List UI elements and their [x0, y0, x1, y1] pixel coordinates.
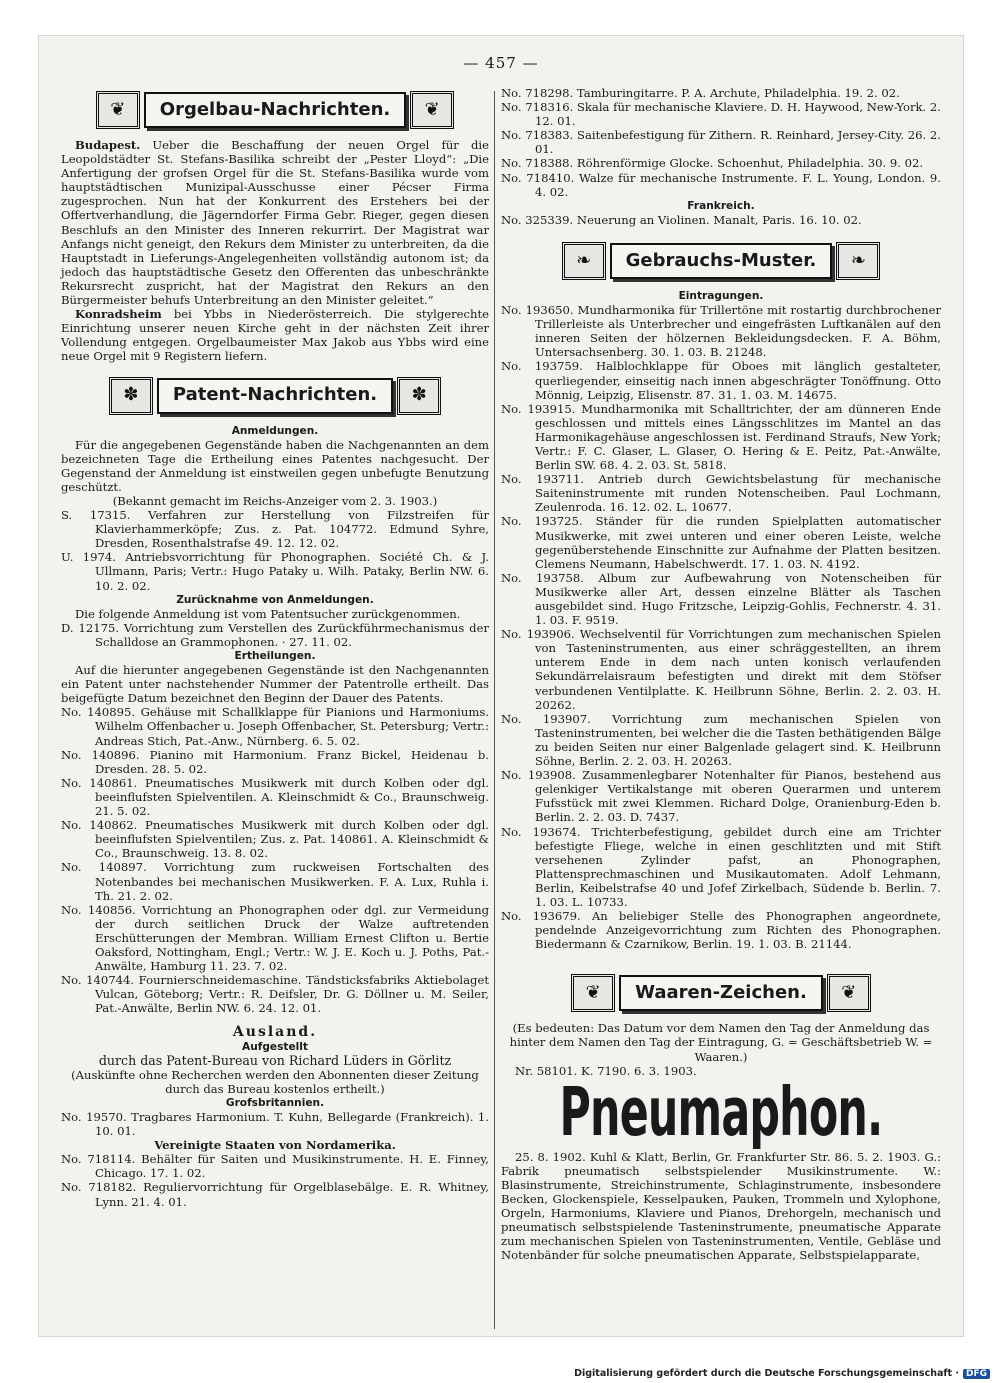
waaren-number: Nr. 58101. K. 7190. 6. 3. 1903. — [515, 1063, 697, 1078]
frankreich-heading: Frankreich. — [687, 199, 755, 212]
ausland-heading: Ausland. — [232, 1024, 318, 1041]
waaren-description: 25. 8. 1902. Kuhl & Klatt, Berlin, Gr. Frankfurter Str. 86. 5. 2. 1903. G.: Fabrik pneumatisch selbstspielender Musikinstrumente. W.: Blasinstrumente, Streichinstrumente, Schlaginstrumente, insbesondere Becken, Glockenspiele, Kesselpauken, Pauken, Trommeln und Xylophone, Orgeln, Harmoniums, Klaviere und Pianos, Drehorgeln, mechanisch und pneumatisch selbstspielende Tasteninstrumente, pneumatische Apparate zum mechanischen Spielen von Tasteninstrumenten, Ventile, Gebläse und Notenbänder für solche pneumatischen Apparate, Selbstspielapparate, — [501, 1149, 941, 1263]
usa-heading: Vereinigte Staaten von Nordamerika. — [154, 1138, 396, 1153]
ornament-icon: ❦ — [410, 91, 454, 129]
erteilung-entry: No. 140895. Gehäuse mit Schallklappe für Pianions und Harmoniums. Wilhelm Offenbacher u. Joseph Offenbacher, St. Petersburg; Vertr.: Andreas Stich, Pat.-Anw., Nürnberg. 6. 5. 02. — [61, 705, 489, 748]
right-column — [501, 86, 941, 1262]
ornament-icon: ❦ — [96, 91, 140, 129]
eintragung-entry: No. 193679. An beliebiger Stelle des Phonographen angeordnete, pendelnde Anzeigevorrichtung zum Richten des Phonographen. Biedermann & Czarnikow, Berlin. 19. 1. 03. B. 21144. — [501, 909, 941, 952]
konradsheim-paragraph — [61, 307, 489, 363]
dfg-logo: DFG — [963, 1369, 990, 1379]
eintragung-entry: No. 193907. Vorrichtung zum mechanischen Spielen von Tasteninstrumenten, bei welcher die die Tasten bethätigenden Bälge zu beiden Seiten nur einer Balgenlade gelagert sind. K. Heilbrunn Söhne, Berlin. 2. 2. 03. H. 20263. — [501, 711, 941, 769]
gebrauchs-title: Gebrauchs-Muster. — [610, 243, 833, 279]
ornament-icon: ✽ — [397, 377, 441, 415]
budapest-lead: Budapest. — [75, 138, 141, 152]
anmeldung-entry: U. 1974. Antriebsvorrichtung für Phonographen. Société Ch. & J. Ullmann, Paris; Vertr.: Hugo Pataky u. Wilh. Pataky, Berlin NW. 6. 10. 2. 02. — [61, 550, 489, 593]
erteilung-entry: No. 140896. Pianino mit Harmonium. Franz Bickel, Heidenau b. Dresden. 28. 5. 02. — [61, 747, 489, 776]
footer — [0, 1368, 990, 1379]
erteilung-entry: No. 140897. Vorrichtung zum ruckweisen Fortschalten des Notenbandes bei mechanischen Musikwerken. F. A. Lux, Ruhla i. Th. 21. 2. 02. — [61, 860, 489, 903]
eintragung-entry: No. 193915. Mundharmonika mit Schalltrichter, der am dünneren Ende geschlossen und mittels eines Längsschlitzes im Mantel an das Harmonikagehäuse angeschlossen ist. Ferdinand Straufs, New York; Vertr.: F. C. Glaser, L. Glaser, O. Hering & E. Peitz, Pat.-Anwälte, Berlin SW. 68. 4. 2. 03. St. 5818. — [501, 401, 941, 473]
frankreich-entry: No. 325339. Neuerung an Violinen. Manalt, Paris. 16. 10. 02. — [501, 212, 862, 227]
eintragungen-heading: Eintragungen. — [678, 289, 764, 302]
eintragung-entry: No. 193711. Antrieb durch Gewichtsbelastung für mechanische Saiteninstrumente mit runden Notenscheiben. Paul Lochmann, Zeulenroda. 16. 12. 02. L. 10677. — [501, 472, 941, 515]
anmeldungen-heading: Anmeldungen. — [231, 424, 319, 437]
erteilungen-intro: Auf die hierunter angegebenen Gegenstände ist den Nachgenannten ein Patent unter nachstehender Nummer der Patentrolle ertheilt. Das beigefügte Datum bezeichnet den Beginn der Dauer des Patents. — [61, 663, 489, 706]
usa-entry: No. 718383. Saitenbefestigung für Zithern. R. Reinhard, Jersey-City. 26. 2. 01. — [501, 128, 941, 157]
usa-entry: No. 718410. Walze für mechanische Instrumente. F. L. Young, London. 9. 4. 02. — [501, 170, 941, 199]
gb-entry: No. 19570. Tragbares Harmonium. T. Kuhn, Bellegarde (Frankreich). 1. 10. 01. — [61, 1110, 489, 1139]
zuruecknahme-entry: D. 12175. Vorrichtung zum Verstellen des Zurückführmechanismus der Schalldose an Grammophonen. · 27. 11. 02. — [61, 620, 489, 649]
budapest-text: Ueber die Beschaffung der neuen Orgel für die Leopoldstädter St. Stefans-Basilika schreibt der „Pester Lloyd“: „Die Anfertigung der grofsen Orgel für die St. Stefans-Basilika wurde vom hauptstädtischen Munizipal-Ausschusse einer Pécser Firma zugesprochen. Nun hat der Konkurrent des Erstehers bei der Offertverhandlung, die Jägerndorfer Firma Gebr. Rieger, gegen diesen Beschlufs an den Minister des Inneren rekurrirt. Der Magistrat war Anfangs nicht geneigt, den Rekurs dem Minister zu unterbreiten, da die Hauptstadt in Lieferungs-Angelegenheiten vollständig autonom ist; da jedoch das hauptstädtische Gesetz den Offerenten das unbeschränkte Rekursrecht zuspricht, hat der Magistrat den Rekurs an den Bürgermeister behufs Unterbreitung an den Minister geleitet.“ — [61, 138, 489, 308]
orgelbau-title: Orgelbau-Nachrichten. — [144, 92, 406, 128]
erteilung-entry: No. 140861. Pneumatisches Musikwerk mit durch Kolben oder dgl. beeinflufsten Spielventilen. A. Kleinschmidt & Co., Braunschweig. 21. 5. 02. — [61, 775, 489, 819]
erteilung-entry: No. 140744. Fournierschneidemaschine. Tändsticksfabriks Aktiebolaget Vulcan, Göteborg; Vertr.: R. Deifsler, Dr. G. Döllner u. M. Seiler, Pat.-Anwälte, Berlin NW. 6. 24. 12. 01. — [61, 973, 489, 1016]
eintragung-entry: No. 193758. Album zur Aufbewahrung von Notenscheiben für Musikwerke aller Art, dessen einzelne Blätter als Taschen ausgebildet sind. Hugo Fritzsche, Leipzig-Gohlis, Fechnerstr. 4. 31. 1. 03. F. 9519. — [501, 570, 941, 628]
erteilung-entry: No. 140856. Vorrichtung an Phonographen oder dgl. zur Vermeidung der durch seitlichen Druck der Walze auftretenden Erschütterungen der Membran. William Ernest Clifton u. Bertie Oaksford, Nottingham, Engl.; Vertr.: W. J. E. Koch u. J. Poths, Pat.-Anwälte, Hamburg 11. 23. 7. 02. — [61, 902, 489, 974]
zuruecknahme-intro: Die folgende Anmeldung ist vom Patentsucher zurückgenommen. — [75, 606, 461, 621]
ornament-icon: ❧ — [562, 242, 606, 280]
konradsheim-lead: Konradsheim — [75, 307, 162, 322]
ornament-icon: ✽ — [109, 377, 153, 415]
pneumaphon-trademark: Pneumaphon. — [559, 1072, 883, 1151]
waaren-title: Waaren-Zeichen. — [619, 975, 823, 1011]
bekannt-line: (Bekannt gemacht im Reichs-Anzeiger vom 2. 3. 1903.) — [112, 493, 438, 508]
waaren-intro: (Es bedeuten: Das Datum vor dem Namen den Tag der Anmeldung das hinter dem Namen den Tag der Eintragung, G. = Geschäftsbetrieb W. = Waaren.) — [509, 1021, 933, 1064]
anmeldungen-intro: Für die angegebenen Gegenstände haben die Nachgenannten an dem bezeichneten Tage die Ertheilung eines Patentes nachgesucht. Der Gegenstand der Anmeldung ist einstweilen gegen unbefugte Benutzung geschützt. — [61, 437, 489, 494]
eintragung-entry: No. 193674. Trichterbefestigung, gebildet durch eine am Trichter befestigte Fliege, welche in einen geschlitzten und mit Stift versehenen Zylinder pafst, an Phonographen, Plattensprechmaschinen und Musikautomaten. Adolf Lehmann, Berlin, Keibelstrafse 40 und Jofef Zirkelbach, Südende b. Berlin. 7. 1. 03. L. 10733. — [501, 824, 941, 909]
page-scan — [38, 35, 964, 1337]
waaren-banner — [501, 973, 941, 1013]
eintragung-entry: No. 193725. Ständer für die runden Spielplatten automatischer Musikwerke, mit zwei unteren und einer oberen Leiste, welche gegenüberstehende Einschnitte zur Aufnahme der Platten besitzen. Clemens Neumann, Habelschwerdt. 17. 1. 03. N. 4192. — [501, 514, 941, 571]
usa-entry: No. 718114. Behälter für Saiten und Musikinstrumente. H. E. Finney, Chicago. 17. 1. 02. — [61, 1152, 489, 1181]
zuruecknahme-heading: Zurücknahme von Anmeldungen. — [176, 593, 374, 606]
konradsheim-text: bei Ybbs in Niederösterreich. Die stylgerechte Einrichtung unserer neuen Kirche geht in der nächsten Zeit ihrer Vollendung entgegen. Orgelbaumeister Max Jakob aus Ybbs wird eine neue Orgel mit 9 Registern liefern. — [61, 307, 490, 364]
anmeldung-entry: S. 17315. Verfahren zur Herstellung von Filzstreifen für Klavierhammerköpfe; Zus. z. Pat. 104772. Edmund Syhre, Dresden, Rosenthalstrafse 49. 12. 12. 02. — [61, 508, 489, 551]
aufgestellt-line: Aufgestellt — [242, 1040, 308, 1053]
ornament-icon: ❦ — [827, 974, 871, 1012]
eintragung-entry: No. 193906. Wechselventil für Vorrichtungen zum mechanischen Spielen von Tasteninstrumenten, aus einer schräggestellten, an ihrem unterem Ende in dem nach unten konisch verlaufenden Sekundärrelaisraum befestigten und direkt mit dem Stöfser verbundenen Ventilplatte. K. Heilbrunn Söhne, Berlin. 2. 2. 03. H. 20262. — [501, 627, 941, 712]
eintragung-entry: No. 193908. Zusammenlegbarer Notenhalter für Pianos, bestehend aus gelenkiger Vertikalstange mit oberen Querarmen und unterem Fufsstück mit zwei Klemmen. Richard Dolge, Oranienburg-Eden b. Berlin. 2. 2. 03. D. 7437. — [501, 768, 941, 825]
erteilung-entry: No. 140862. Pneumatisches Musikwerk mit durch Kolben oder dgl. beeinflufsten Spielventilen; Zus. z. Pat. 140861. A. Kleinschmidt & Co., Braunschweig. 13. 8. 02. — [61, 818, 489, 861]
eintragung-entry: No. 193650. Mundharmonika für Trillertöne mit rostartig durchbrochener Trillerleiste als Unterbrecher und eingefrästen Luftkanälen auf den inneren Seiten der hölzernen Bekleidungsdecken. F. A. Böhm, Untersachsenberg. 30. 1. 03. B. 21248. — [501, 303, 941, 360]
bureau-line: durch das Patent-Bureau von Richard Lüders in Görlitz — [98, 1052, 452, 1068]
page-number: — 457 — — [463, 54, 539, 72]
usa-entry: No. 718182. Reguliervorrichtung für Orgelblasebälge. E. R. Whitney, Lynn. 21. 4. 01. — [61, 1180, 489, 1209]
eintragung-entry: No. 193759. Halblochklappe für Oboes mit länglich gestalteter, querliegender, einseitig nach innen abgeschrägter Tonöffnung. Otto Mönnig, Leipzig, Elisenstr. 87. 31. 1. 03. M. 14675. — [501, 359, 941, 402]
footer-text: Digitalisierung gefördert durch die Deutsche Forschungsgemeinschaft · — [574, 1368, 959, 1379]
patent-title: Patent-Nachrichten. — [157, 378, 393, 414]
patent-banner — [61, 376, 489, 416]
erteilungen-heading: Ertheilungen. — [234, 650, 316, 662]
usa-entry: No. 718316. Skala für mechanische Klaviere. D. H. Haywood, New-York. 2. 12. 01. — [501, 100, 941, 129]
ornament-icon: ❧ — [836, 242, 880, 280]
ornament-icon: ❦ — [571, 974, 615, 1012]
usa-entry: No. 718298. Tamburingitarre. P. A. Archute, Philadelphia. 19. 2. 02. — [501, 86, 900, 100]
gebrauchs-banner — [501, 241, 941, 281]
budapest-paragraph — [61, 138, 489, 307]
column-divider — [494, 91, 495, 1329]
usa-entry: No. 718388. Röhrenförmige Glocke. Schoenhut, Philadelphia. 30. 9. 02. — [501, 156, 924, 171]
left-column — [61, 86, 489, 1209]
orgelbau-banner — [61, 90, 489, 130]
grossbritannien-heading: Grofsbritannien. — [225, 1096, 325, 1109]
auskuenfte-line: (Auskünfte ohne Recherchen werden den Abonnenten dieser Zeitung durch das Bureau kostenlos ertheilt.) — [71, 1067, 479, 1096]
